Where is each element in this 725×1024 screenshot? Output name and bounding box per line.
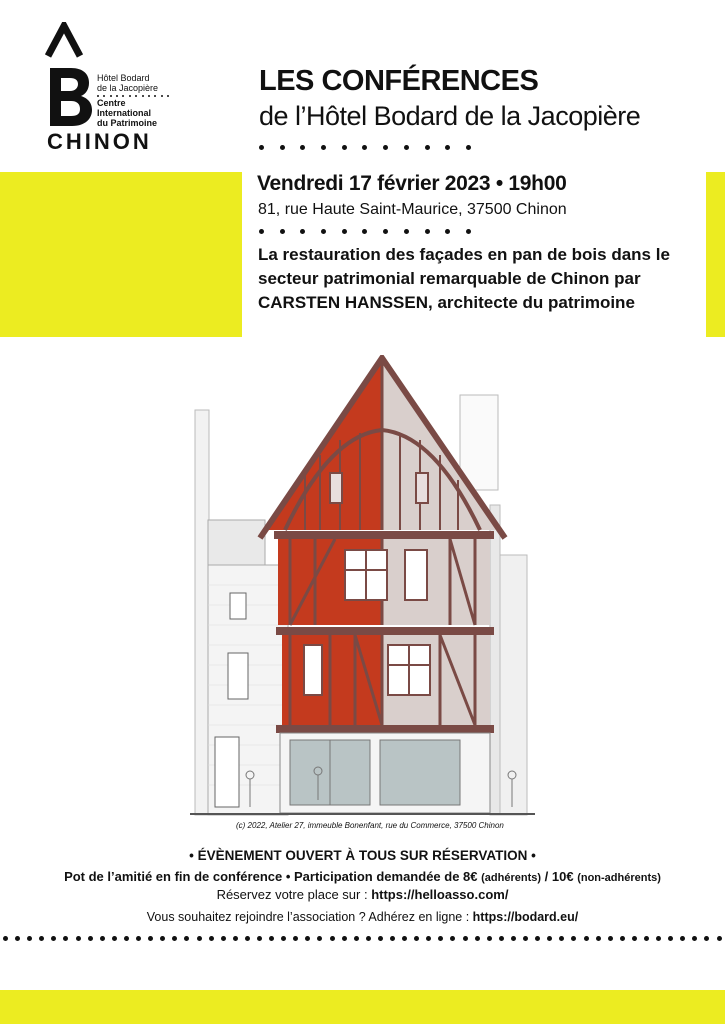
logo-name-line-1: Hôtel Bodard [97,73,150,83]
yellow-band-right [706,172,725,337]
yellow-band-bottom [0,990,725,1024]
logo-name-line-2: de la Jacopière [97,83,159,93]
header-subtitle: de l’Hôtel Bodard de la Jacopière [259,101,641,131]
logo-centre [97,98,157,128]
participation-line [0,868,725,887]
join-line [0,908,725,926]
image-caption: (c) 2022, Atelier 27, immeuble Bonenfant, rue du Commerce, 37500 Chinon [236,821,504,830]
logo-name [97,73,158,93]
logo-centre-line-3: du Patrimoine [97,118,158,128]
logo-dots [97,95,169,97]
logo-centre-line-1: Centre [97,98,126,108]
reserve-line [0,886,725,904]
participation-members: (adhérents) [481,872,542,884]
dots-separator-1 [259,145,471,150]
event-date-time: Vendredi 17 février 2023 • 19h00 [257,172,567,195]
header-title: LES CONFÉRENCES [259,65,539,97]
logo-ab-mark [44,22,94,132]
dots-separator-bottom [3,936,722,941]
logo-centre-line-2: International [97,108,152,118]
reserve-label: Réservez votre place sur : [216,887,372,902]
join-label: Vous souhaitez rejoindre l’association ? Adhérez en ligne : [146,910,473,924]
dots-separator-2 [259,229,471,234]
reserve-link[interactable]: https://helloasso.com/ [371,887,509,902]
open-event-notice: • ÉVÈNEMENT OUVERT À TOUS SUR RÉSERVATION • [189,848,536,863]
building-elevation-drawing [190,355,535,818]
yellow-band-left [0,172,242,337]
join-link[interactable]: https://bodard.eu/ [472,910,579,924]
event-topic: La restauration des façades en pan de bois dans le secteur patrimonial remarquable de Chinon par CARSTEN HANSSEN, architecte du patrimoine [258,245,670,312]
event-address: 81, rue Haute Saint-Maurice, 37500 Chinon [258,201,567,218]
participation-non-members: (non-adhérents) [577,872,661,884]
participation-sep: / 10€ [541,869,574,884]
logo-city: CHINON [47,129,152,154]
participation-main: Pot de l’amitié en fin de conférence • Participation demandée de 8€ [64,869,478,884]
